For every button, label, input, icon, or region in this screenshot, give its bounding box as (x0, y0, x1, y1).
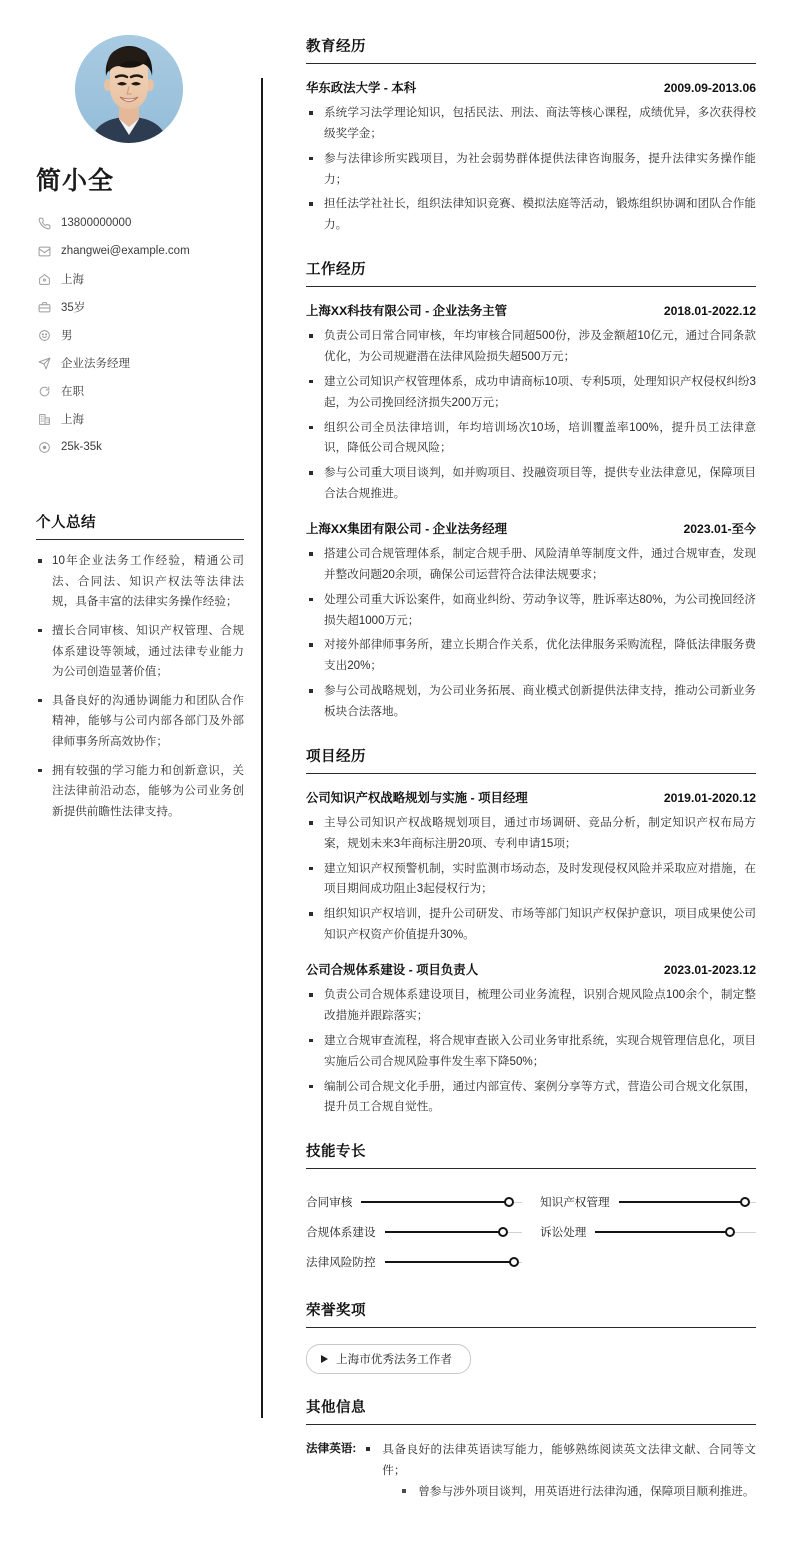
skill-row (306, 1187, 522, 1217)
entry-header (306, 519, 756, 537)
avatar-photo (75, 35, 183, 143)
entry-title: 公司合规体系建设 - 项目负责人 (306, 963, 479, 978)
contact-value: 企业法务经理 (61, 358, 130, 370)
education-heading: 教育经历 (306, 35, 756, 64)
skill-row (540, 1217, 756, 1247)
skill-label: 法律风险防控 (306, 1256, 376, 1270)
phone-icon (36, 217, 53, 230)
contact-value: 25k-35k (61, 441, 102, 453)
list-item: 担任法学社社长，组织法律知识竞赛、模拟法庭等活动，锻炼组织协调和团队合作能力。 (306, 194, 756, 236)
contact-item-phone (36, 211, 236, 235)
contact-list (36, 211, 236, 459)
list-item: 负责公司日常合同审核，年均审核合同超500份，涉及金额超10亿元，通过合同条款优化，为公司规避潜在法律风险损失超500万元； (306, 326, 756, 368)
list-item: 建立公司知识产权管理体系，成功申请商标10项、专利5项，处理知识产权侵权纠纷3起，为公司挽回经济损失200万元； (306, 372, 756, 414)
envelope-icon (36, 245, 53, 258)
entry-title: 华东政法大学 - 本科 (306, 81, 417, 95)
education-entry (306, 78, 756, 236)
entry-date: 2019.01-2020.12 (663, 790, 756, 805)
entry-date: 2023.01-至今 (683, 522, 756, 537)
list-item: 拥有较强的学习能力和创新意识，关注法律前沿动态，能够为公司业务创新提供前瞻性法律支持。 (36, 761, 244, 823)
slider-knob[interactable] (725, 1227, 735, 1237)
summary-heading: 个人总结 (36, 511, 244, 540)
skills-section (306, 1140, 756, 1277)
list-item: 负责公司合规体系建设项目，梳理公司业务流程，识别合规风险点100余个，制定整改措施并跟踪落实； (306, 985, 756, 1027)
entry-date: 2009.09-2013.06 (663, 81, 756, 95)
work-section (306, 258, 756, 723)
honor-chip[interactable] (306, 1344, 471, 1374)
work-heading: 工作经历 (306, 258, 756, 287)
other-info-section (306, 1396, 756, 1502)
vertical-divider (261, 78, 263, 1418)
list-item: 对接外部律师事务所，建立长期合作关系，优化法律服务采购流程，降低法律服务费支出20%； (306, 635, 756, 677)
skill-slider[interactable] (385, 1256, 522, 1268)
contact-value: 上海 (61, 274, 84, 286)
entry-date: 2018.01-2022.12 (663, 304, 756, 319)
skill-label: 合同审核 (306, 1196, 353, 1210)
skill-slider[interactable] (619, 1196, 756, 1208)
entry-bullets (306, 103, 756, 236)
slider-knob[interactable] (498, 1227, 508, 1237)
list-item: 主导公司知识产权战略规划项目，通过市场调研、竞品分析，制定知识产权布局方案，规划未来3年商标注册20项、专利申请15项； (306, 813, 756, 855)
skill-slider[interactable] (385, 1226, 522, 1238)
list-item: 参与法律诊所实践项目，为社会弱势群体提供法律咨询服务，提升法律实务操作能力； (306, 149, 756, 191)
skill-row (306, 1247, 522, 1277)
project-entry (306, 960, 756, 1118)
slider-knob[interactable] (740, 1197, 750, 1207)
slider-fill (385, 1231, 503, 1233)
list-item: 擅长合同审核、知识产权管理、合规体系建设等领域，通过法律专业能力为公司创造显著价值； (36, 621, 244, 683)
slider-fill (619, 1201, 745, 1203)
main-content (258, 0, 794, 1555)
contact-value: 上海 (61, 414, 84, 426)
work-entry (306, 301, 756, 505)
contact-item-salary (36, 435, 236, 459)
entry-title: 上海XX集团有限公司 - 企业法务经理 (306, 522, 508, 537)
briefcase-icon (36, 301, 53, 314)
target-icon (36, 441, 53, 454)
skill-slider[interactable] (595, 1226, 756, 1238)
slider-fill (385, 1261, 514, 1263)
skills-grid (306, 1183, 756, 1277)
list-item: 建立知识产权预警机制，实时监测市场动态，及时发现侵权风险并采取应对措施，在项目期间成功阻止3起侵权行为； (306, 859, 756, 901)
work-entry (306, 519, 756, 723)
contact-value: 35岁 (61, 302, 86, 314)
summary-list (36, 551, 244, 823)
skills-heading: 技能专长 (306, 1140, 756, 1169)
list-item: 组织公司全员法律培训，年均培训场次10场，培训覆盖率100%，提升员工法律意识，降低公司合规风险； (306, 418, 756, 460)
entry-title: 公司知识产权战略规划与实施 - 项目经理 (306, 790, 528, 805)
list-item: 系统学习法学理论知识，包括民法、刑法、商法等核心课程，成绩优异，多次获得校级奖学金； (306, 103, 756, 145)
skill-label: 诉讼处理 (540, 1226, 587, 1240)
list-item: 组织知识产权培训，提升公司研发、市场等部门知识产权保护意识，项目成果使公司知识产权资产价值提升30%。 (306, 904, 756, 946)
entry-bullets (306, 326, 756, 505)
projects-section (306, 745, 756, 1118)
slider-knob[interactable] (509, 1257, 519, 1267)
list-item: 搭建公司合规管理体系，制定合规手册、风险清单等制度文件，通过合规审查，发现并整改问题20余项，确保公司运营符合法律法规要求； (306, 544, 756, 586)
sidebar (0, 0, 258, 831)
contact-item-hometown (36, 267, 236, 291)
list-item: 曾参与涉外项目谈判，用英语进行法律沟通，保障项目顺利推进。 (362, 1481, 756, 1502)
education-section (306, 35, 756, 236)
contact-value: 13800000000 (61, 217, 132, 229)
face-icon (36, 329, 53, 342)
honors-section (306, 1299, 756, 1374)
contact-value: 男 (61, 330, 73, 342)
person-name: 简小全 (36, 167, 115, 195)
project-entry (306, 788, 756, 946)
entry-bullets (306, 985, 756, 1118)
entry-title: 上海XX科技有限公司 - 企业法务主管 (306, 304, 508, 319)
list-item: 参与公司战略规划，为公司业务拓展、商业模式创新提供法律支持，推动公司新业务板块合法落地。 (306, 681, 756, 723)
list-item: 建立合规审查流程，将合规审查嵌入公司业务审批系统，实现合规管理信息化，项目实施后公司合规风险事件发生率下降50%； (306, 1031, 756, 1073)
skill-slider[interactable] (361, 1196, 522, 1208)
skill-label: 合规体系建设 (306, 1226, 376, 1240)
contact-item-gender (36, 323, 236, 347)
refresh-icon (36, 385, 53, 398)
contact-item-position (36, 351, 236, 375)
list-item: 10年企业法务工作经验，精通公司法、合同法、知识产权法等法律法规，具备丰富的法律实务操作经验； (36, 551, 244, 613)
other-info-key: 法律英语: (306, 1442, 357, 1456)
projects-heading: 项目经历 (306, 745, 756, 774)
list-item: 参与公司重大项目谈判，如并购项目、投融资项目等，提供专业法律意见，保障项目合法合规推进。 (306, 463, 756, 505)
honors-list (306, 1342, 756, 1374)
avatar-container (22, 35, 236, 143)
list-item: 具备良好的法律英语读写能力，能够熟练阅读英文法律文献、合同等文件； (362, 1439, 756, 1481)
other-info-row (306, 1439, 756, 1502)
entry-header (306, 78, 756, 96)
paper-plane-icon (36, 357, 53, 370)
contact-item-status (36, 379, 236, 403)
slider-fill (361, 1201, 509, 1203)
other-info-heading: 其他信息 (306, 1396, 756, 1425)
entry-bullets (306, 544, 756, 723)
summary-section (36, 511, 244, 823)
contact-value: zhangwei@example.com (61, 245, 190, 257)
building-icon (36, 413, 53, 426)
skill-row (540, 1187, 756, 1217)
honor-label: 上海市优秀法务工作者 (336, 1353, 452, 1367)
slider-fill (595, 1231, 730, 1233)
list-item: 处理公司重大诉讼案件，如商业纠纷、劳动争议等，胜诉率达80%，为公司挽回经济损失超1000万元； (306, 590, 756, 632)
contact-value: 在职 (61, 386, 84, 398)
entry-bullets (306, 813, 756, 946)
avatar (75, 35, 183, 143)
skill-row (306, 1217, 522, 1247)
contact-item-email (36, 239, 236, 263)
entry-header (306, 960, 756, 978)
entry-header (306, 788, 756, 806)
skill-label: 知识产权管理 (540, 1196, 610, 1210)
list-item: 具备良好的沟通协调能力和团队合作精神，能够与公司内部各部门及外部律师事务所高效协作； (36, 691, 244, 753)
list-item: 编制公司合规文化手册，通过内部宣传、案例分享等方式，营造公司合规文化氛围，提升员工合规自觉性。 (306, 1077, 756, 1119)
entry-header (306, 301, 756, 319)
play-triangle-icon (321, 1355, 328, 1363)
other-info-values (362, 1439, 756, 1502)
honors-heading: 荣誉奖项 (306, 1299, 756, 1328)
entry-date: 2023.01-2023.12 (663, 963, 756, 978)
home-icon (36, 273, 53, 286)
slider-knob[interactable] (504, 1197, 514, 1207)
contact-item-age (36, 295, 236, 319)
contact-item-city (36, 407, 236, 431)
